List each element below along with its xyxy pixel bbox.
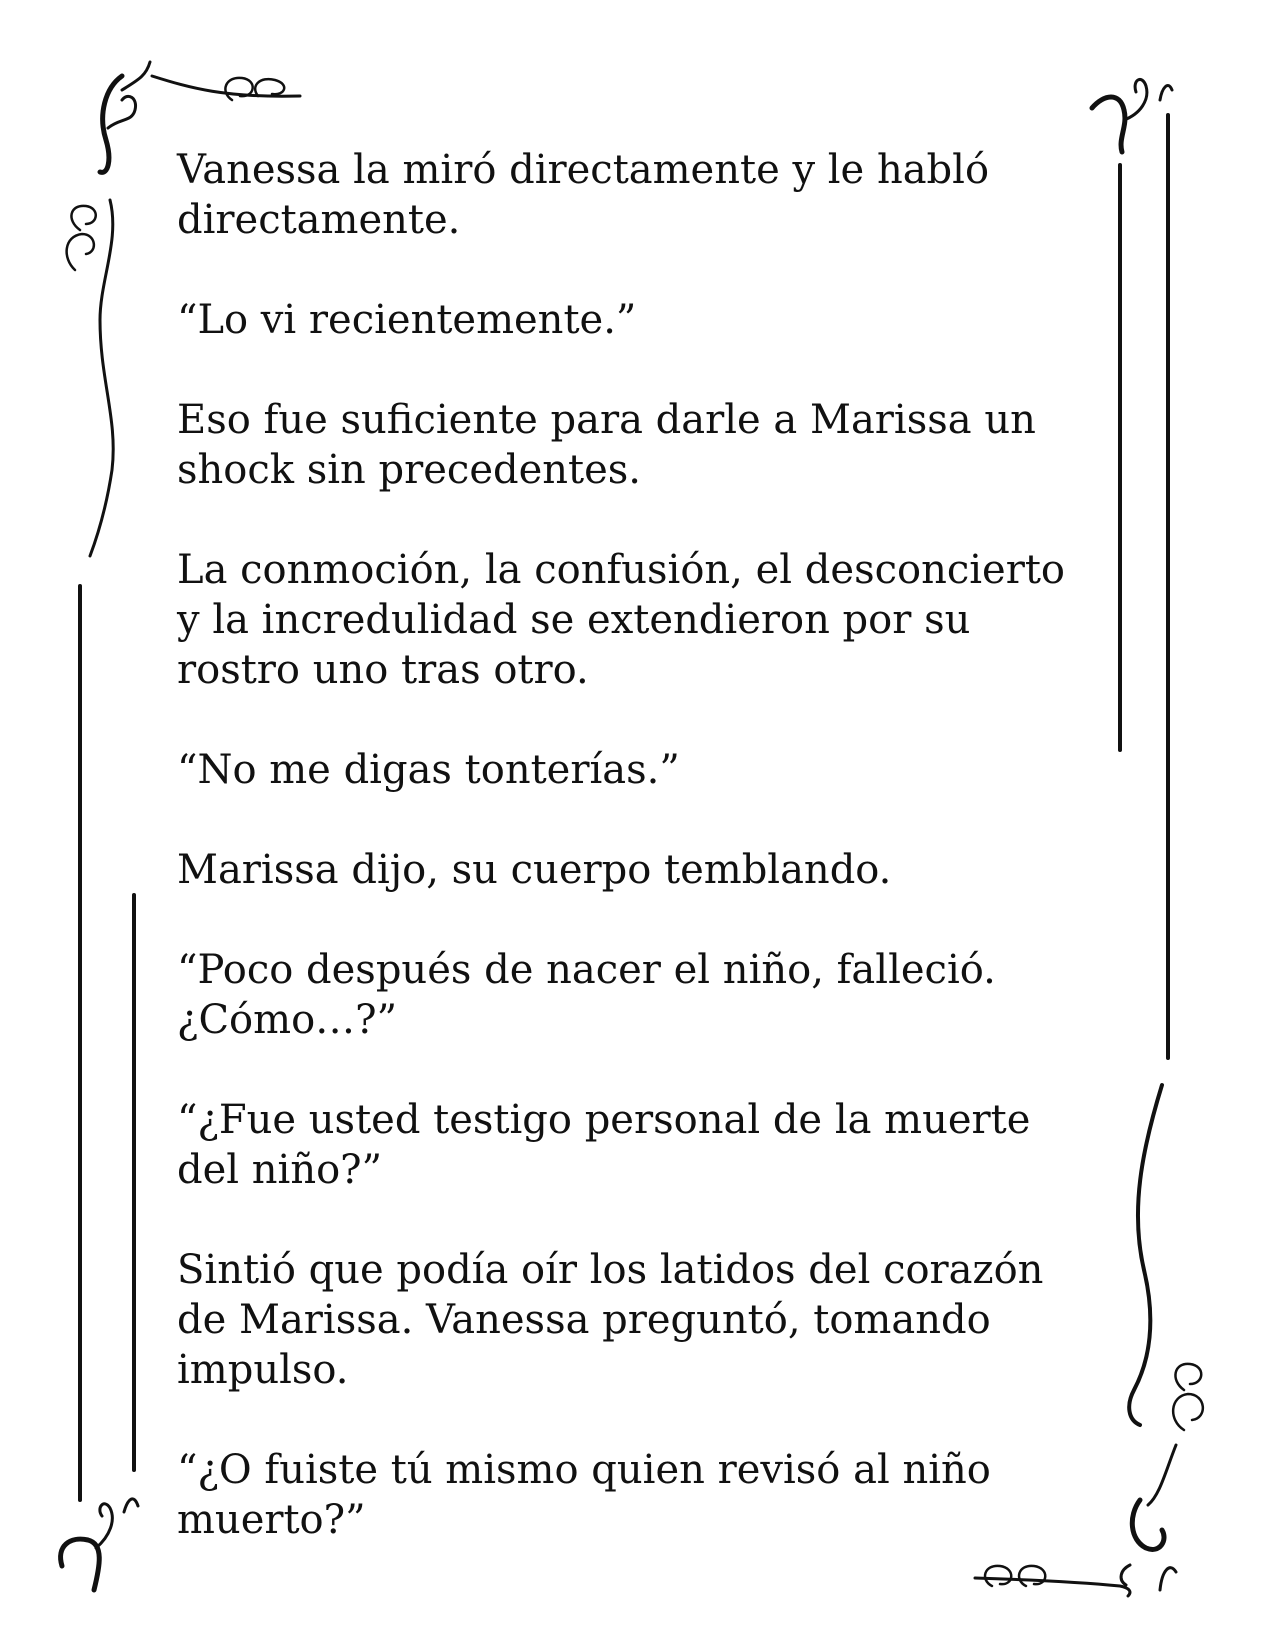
paragraph: Vanessa la miró directamente y le habló directamente. xyxy=(177,147,990,243)
story-text-body xyxy=(177,145,1097,1545)
paragraph: “No me digas tonterías.” xyxy=(177,747,680,793)
paragraph: “¿Fue usted testigo personal de la muerte del niño?” xyxy=(177,1097,1031,1193)
paragraph: Sintió que podía oír los latidos del corazón de Marissa. Vanessa preguntó, tomando impulso. xyxy=(177,1247,1044,1393)
paragraph: La conmoción, la confusión, el desconcierto y la incredulidad se extendieron por su rostro uno tras otro. xyxy=(177,547,1065,693)
paragraph: “Lo vi recientemente.” xyxy=(177,297,637,343)
paragraph: Marissa dijo, su cuerpo temblando. xyxy=(177,847,892,893)
top-right-flourish-ornament xyxy=(1092,79,1172,1058)
paragraph: “Poco después de nacer el niño, falleció. ¿Cómo…?” xyxy=(177,947,996,1043)
paragraph: “¿O fuiste tú mismo quien revisó al niño muerto?” xyxy=(177,1447,991,1543)
paragraph: Eso fue suficiente para darle a Marissa un shock sin precedentes. xyxy=(177,397,1036,493)
bottom-left-flourish-ornament xyxy=(61,1499,138,1590)
